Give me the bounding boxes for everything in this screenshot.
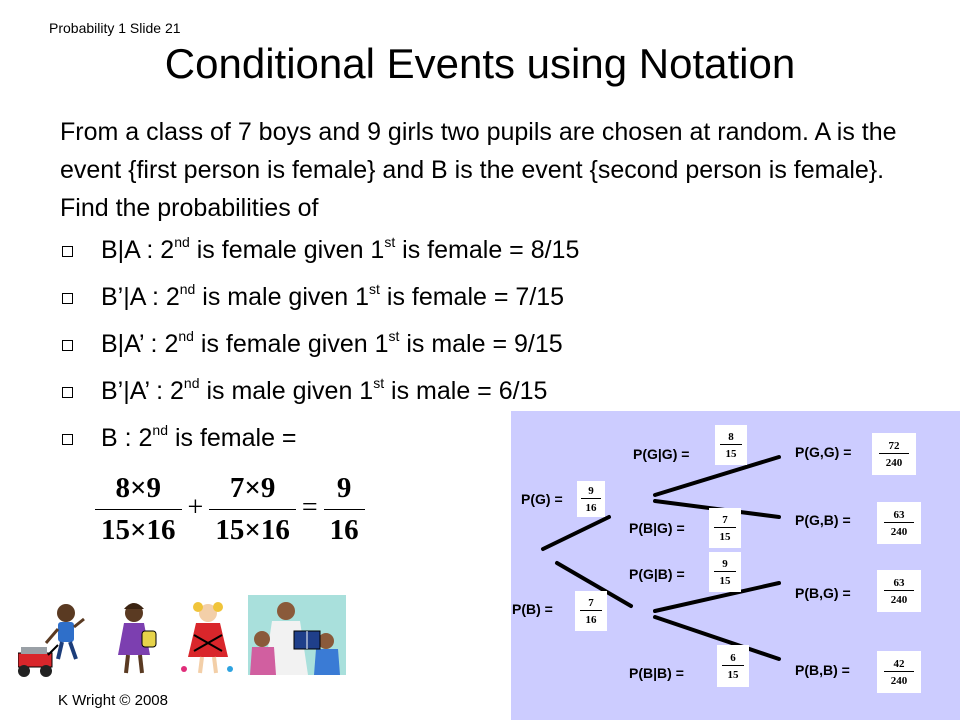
children-clipart [18,595,358,685]
family-reading-icon [248,595,346,675]
p-g-given-b-fraction: 9 15 [709,552,741,592]
p-b-fraction: 7 16 [575,591,607,631]
p-g-given-g-fraction: 8 15 [715,425,747,465]
p-g-given-g-label: P(G|G) = [633,446,690,462]
footer-copyright: K Wright © 2008 [58,692,168,709]
p-gb-fraction: 63 240 [877,502,921,544]
checkbox-bullet-icon [62,246,73,257]
p-bg-fraction: 63 240 [877,570,921,612]
p-b-given-b-label: P(B|B) = [629,665,684,681]
p-g-given-b-label: P(G|B) = [629,566,685,582]
equals-sign: = [301,491,318,523]
p-bb-fraction: 42 240 [877,651,921,693]
branch-root-girl [543,517,609,549]
p-g-fraction: 9 16 [577,481,605,517]
checkbox-bullet-icon [62,387,73,398]
p-gb-label: P(G,B) = [795,512,851,528]
p-g-label: P(G) = [521,491,563,507]
p-b-given-g-label: P(B|G) = [629,520,685,536]
bullet-item: B|A : 2nd is female given 1st is female = 8/15 [60,230,579,277]
plus-sign: + [187,491,204,523]
bullet-list [60,230,579,465]
boy-with-wagon-icon [18,604,84,677]
girl-with-pigtails-icon [181,602,233,673]
probability-formula [95,468,365,551]
bullet-item: B|A’ : 2nd is female given 1st is male = 9/15 [60,324,579,371]
checkbox-bullet-icon [62,340,73,351]
formula-term-2: $\frac{7\times 9}{15\times 16}$ [209,468,296,551]
bullet-item: B : 2nd is female = [60,418,579,465]
p-bb-label: P(B,B) = [795,662,850,678]
p-b-label: P(B) = [512,601,553,617]
checkbox-bullet-icon [62,293,73,304]
bullet-item: B’|A’ : 2nd is male given 1st is male = 6/15 [60,371,579,418]
slide-label: Probability 1 Slide 21 [49,20,181,36]
bullet-item: B’|A : 2nd is male given 1st is female = 7/15 [60,277,579,324]
slide-title: Conditional Events using Notation [164,40,796,87]
p-gg-fraction: 72 240 [872,433,916,475]
intro-paragraph: From a class of 7 boys and 9 girls two pupils are chosen at random. A is the event {first person is female} and B is the event {second person is female}. Find the probabilities of [60,118,897,222]
girl-with-backpack-icon [118,603,156,673]
tree-diagram-panel [511,411,960,720]
formula-result: $\frac{9}{16}$ [324,468,365,551]
p-b-given-b-fraction: 6 15 [717,645,749,687]
checkbox-bullet-icon [62,434,73,445]
p-gg-label: P(G,G) = [795,444,852,460]
p-bg-label: P(B,G) = [795,585,851,601]
formula-term-1: $\frac{8\times 9}{15\times 16}$ [95,468,182,551]
p-b-given-g-fraction: 7 15 [709,508,741,548]
